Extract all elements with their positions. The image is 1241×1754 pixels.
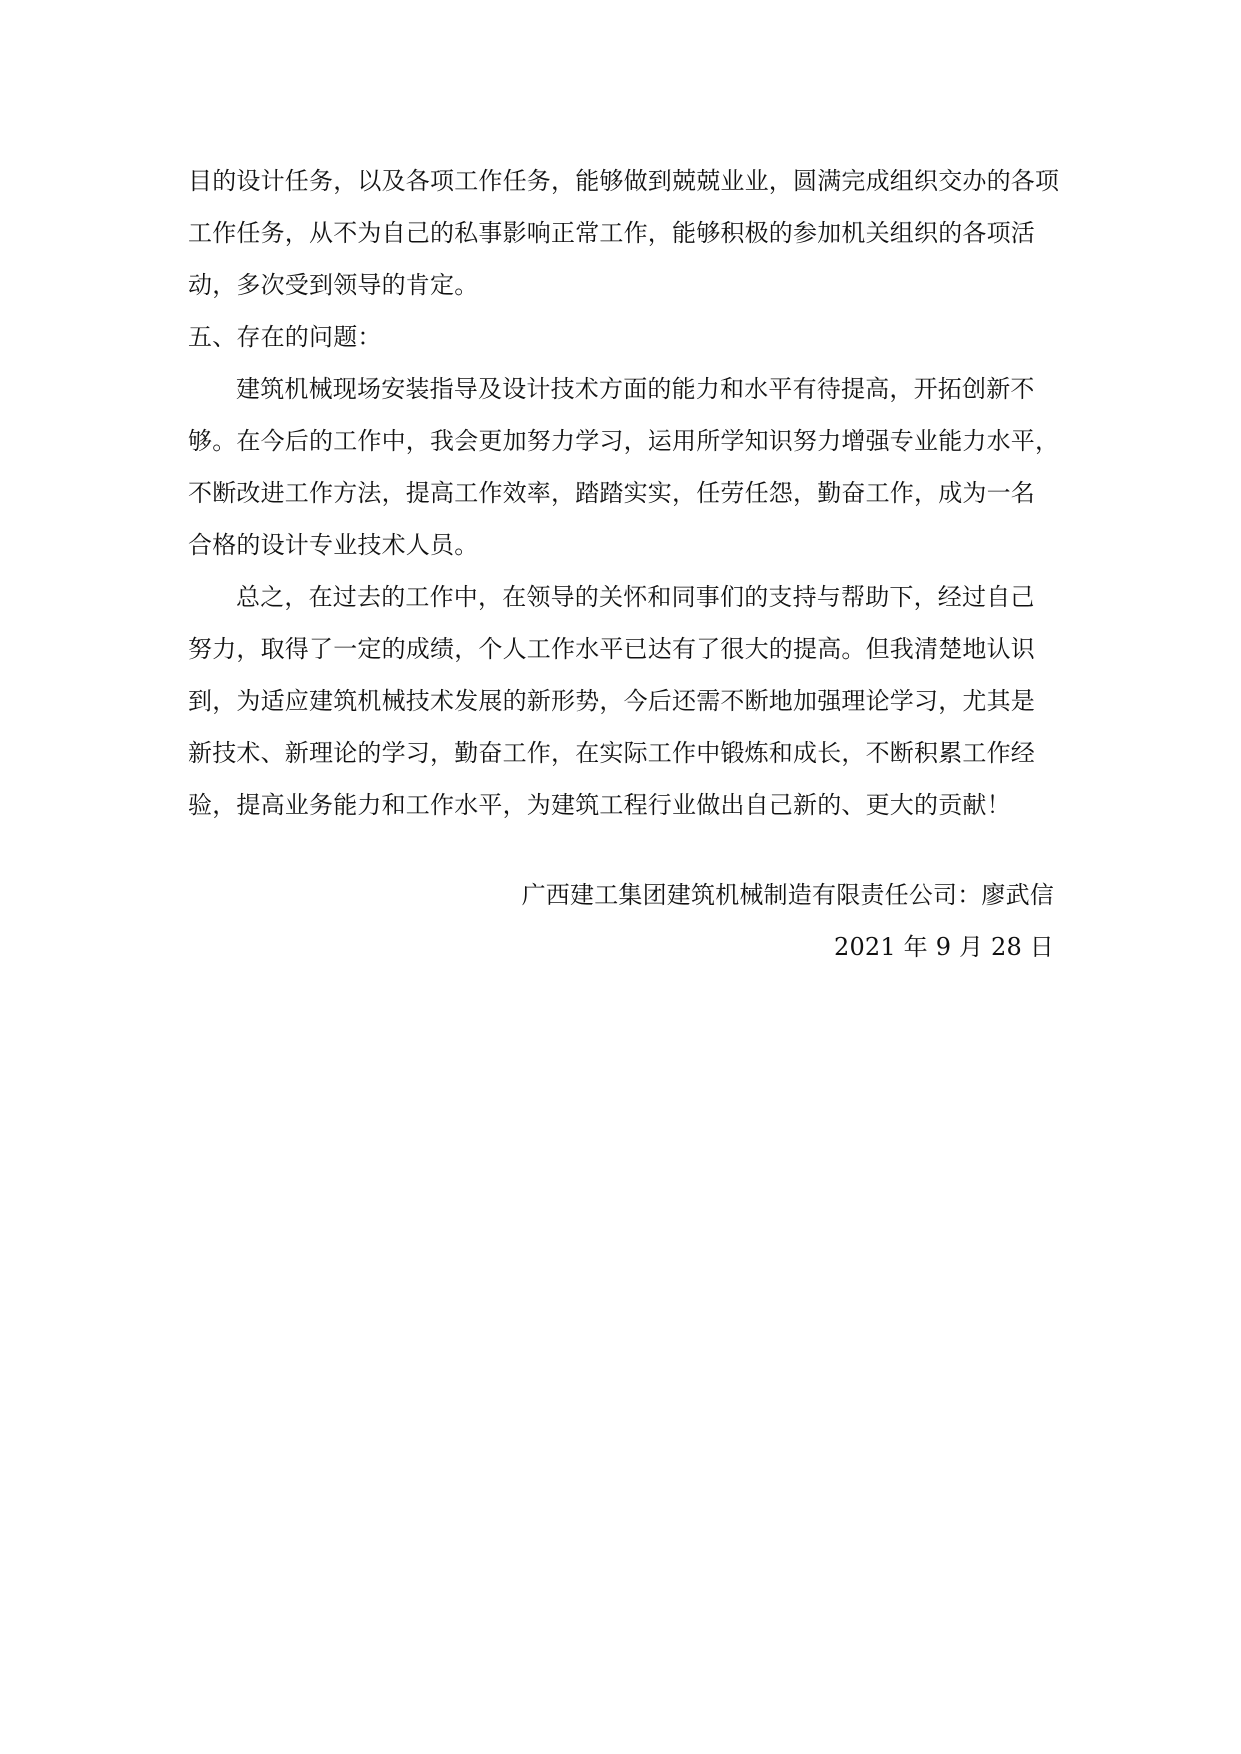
text-line: 总之，在过去的工作中，在领导的关怀和同事们的支持与帮助下，经过自己 [236,583,1035,611]
spacer [188,831,1054,869]
signature-org-name: 广西建工集团建筑机械制造有限责任公司：廖武信 [521,881,1054,909]
signature-date: 2021 年 9 月 28 日 [833,933,1054,961]
text-line: 动，多次受到领导的肯定。 [188,271,479,299]
text-line: 目的设计任务，以及各项工作任务，能够做到兢兢业业，圆满完成组织交办的各项 [188,167,1060,195]
text-line: 合格的设计专业技术人员。 [188,531,479,559]
section-heading-problems: 五、存在的问题： [188,323,382,351]
paragraph-conclusion [188,571,1054,831]
text-line: 努力，取得了一定的成绩，个人工作水平已达有了很大的提高。但我清楚地认识 [188,635,1035,663]
paragraph-problems [188,363,1060,571]
text-line: 验，提高业务能力和工作水平，为建筑工程行业做出自己新的、更大的贡献！ [188,791,1011,819]
document-body [188,155,1060,973]
text-line: 不断改进工作方法，提高工作效率，踏踏实实，任劳任怨，勤奋工作，成为一名 [188,479,1035,507]
text-line: 建筑机械现场安装指导及设计技术方面的能力和水平有待提高，开拓创新不 [236,375,1035,403]
text-line: 够。在今后的工作中，我会更加努力学习，运用所学知识努力增强专业能力水平， [188,427,1060,455]
text-line: 工作任务，从不为自己的私事影响正常工作，能够积极的参加机关组织的各项活 [188,219,1035,247]
text-line: 新技术、新理论的学习，勤奋工作，在实际工作中锻炼和成长，不断积累工作经 [188,739,1035,767]
signature-block [188,869,1054,973]
paragraph-work-performance [188,155,1060,311]
text-line: 到，为适应建筑机械技术发展的新形势，今后还需不断地加强理论学习，尤其是 [188,687,1035,715]
